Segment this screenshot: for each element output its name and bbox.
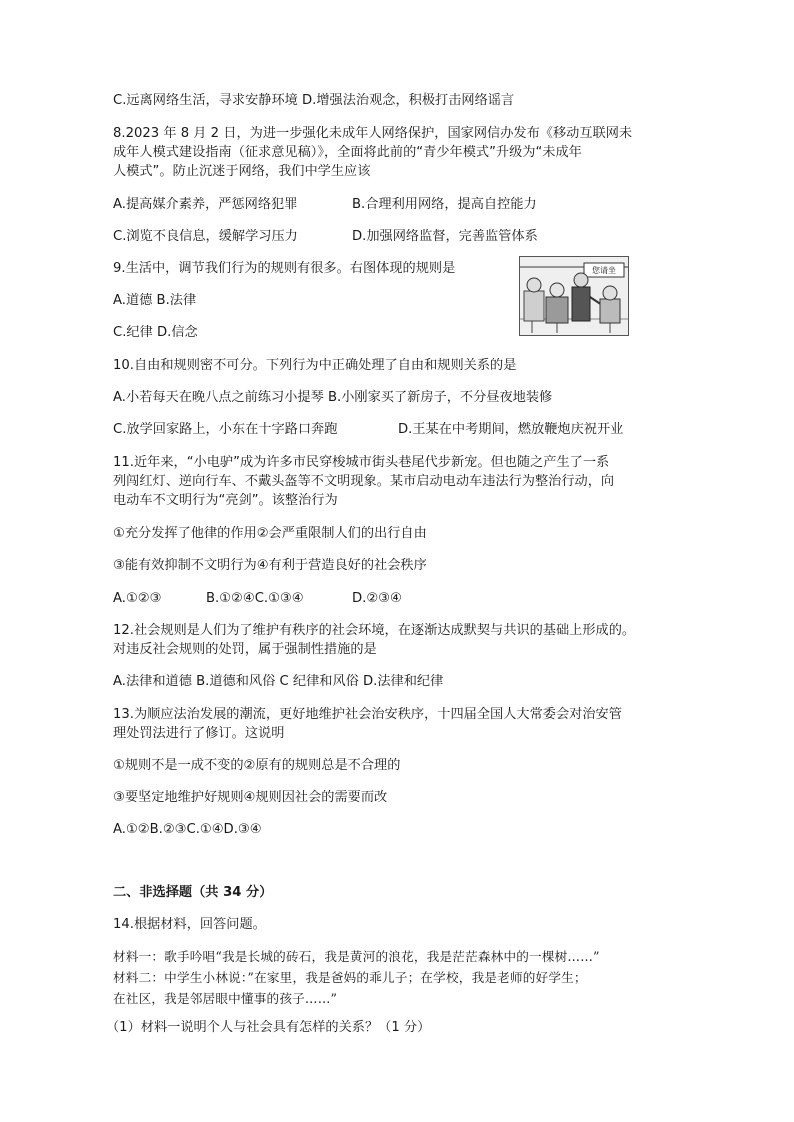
question-13-stem-cont: 理处罚法进行了修订。这说明: [113, 726, 285, 741]
question-11-stem: 11.近年来，“小电驴”成为许多市民穿梭城市街头巷尾代步新宠。但也随之产生了一系: [113, 455, 610, 470]
question-13-statements-12: ①规则不是一成不变的②原有的规则总是不合理的: [113, 758, 401, 773]
question-14-subquestion-1: （1）材料一说明个人与社会具有怎样的关系？（1 分）: [106, 1020, 431, 1035]
question-11-statements-12: ①充分发挥了他律的作用②会严重限制人们的出行自由: [113, 526, 427, 541]
option-line-c-d-q7: C.远离网络生活，寻求安静环境 D.增强法治观念，积极打击网络谣言: [113, 93, 515, 108]
question-9-options-ab: A.道德 B.法律: [113, 293, 197, 308]
question-11-option-d: D.②③④: [352, 591, 402, 606]
question-13-statements-34: ③要坚定地维护好规则④规则因社会的需要而改: [113, 790, 388, 805]
question-10-stem: 10.自由和规则密不可分。下列行为中正确处理了自由和规则关系的是: [113, 358, 517, 373]
question-9-options-cd: C.纪律 D.信念: [113, 325, 198, 340]
sign-label: 您请坐: [592, 266, 616, 275]
material-two-cont: 在社区，我是邻居眼中懂事的孩子……”: [113, 991, 338, 1006]
question-10-option-d: D.王某在中考期间，燃放鞭炮庆祝开业: [398, 422, 624, 437]
seat-offering-cartoon-icon: [520, 257, 628, 335]
question-14-stem: 14.根据材料，回答问题。: [113, 917, 266, 932]
question-8-stem: 8.2023 年 8 月 2 日，为进一步强化未成年人网络保护，国家网信办发布《移动互联网未: [113, 126, 633, 141]
section-heading-non-choice: 二、非选择题（共 34 分）: [113, 885, 273, 900]
question-8-stem-cont2: 人模式”。防止沉迷于网络，我们中学生应该: [113, 164, 371, 179]
question-11-option-bc: B.①②④C.①③④: [206, 591, 304, 606]
question-8-option-c: C.浏览不良信息，缓解学习压力: [113, 229, 298, 244]
material-two: 材料二：中学生小林说：”在家里，我是爸妈的乖儿子；在学校，我是老师的好学生；: [113, 970, 587, 985]
question-13-stem: 13.为顺应法治发展的潮流，更好地维护社会治安秩序，十四届全国人大常委会对治安管: [113, 707, 622, 722]
question-12-options: A.法律和道德 B.道德和风俗 C 纪律和风俗 D.法律和纪律: [113, 674, 444, 689]
seat-offering-illustration: [519, 256, 629, 336]
material-one: 材料一：歌手吟唱“我是长城的砖石，我是黄河的浪花，我是茫茫森林中的一棵树……”: [113, 949, 600, 964]
question-11-statements-34: ③能有效抑制不文明行为④有利于营造良好的社会秩序: [113, 558, 427, 573]
question-11-stem-cont: 列闯红灯、逆向行车、不戴头盔等不文明现象。某市启动电动车违法行为整治行动，向: [113, 474, 615, 489]
question-8-option-a: A.提高媒介素养，严惩网络犯罪: [113, 197, 298, 212]
question-10-option-c: C.放学回家路上，小东在十字路口奔跑: [113, 422, 338, 437]
question-8-stem-cont: 成年人模式建设指南（征求意见稿）》，全面将此前的“青少年模式”升级为“未成年: [113, 145, 582, 160]
question-11-stem-cont2: 电动车不文明行为“亮剑”。该整治行为: [113, 493, 338, 508]
question-13-options: A.①②B.②③C.①④D.③④: [113, 822, 262, 837]
question-12-stem: 12.社会规则是人们为了维护有秩序的社会环境，在逐渐达成默契与共识的基础上形成的。: [113, 623, 636, 638]
question-10-options-ab: A.小若每天在晚八点之前练习小提琴 B.小刚家买了新房子，不分昼夜地装修: [113, 390, 553, 405]
question-9-stem: 9.生活中，调节我们行为的规则有很多。右图体现的规则是: [113, 261, 456, 276]
question-8-option-b: B.合理利用网络，提高自控能力: [352, 197, 537, 212]
question-8-option-d: D.加强网络监督，完善监管体系: [352, 229, 538, 244]
question-11-option-a: A.①②③: [113, 591, 162, 606]
question-12-stem-cont: 对违反社会规则的处罚，属于强制性措施的是: [113, 642, 377, 657]
